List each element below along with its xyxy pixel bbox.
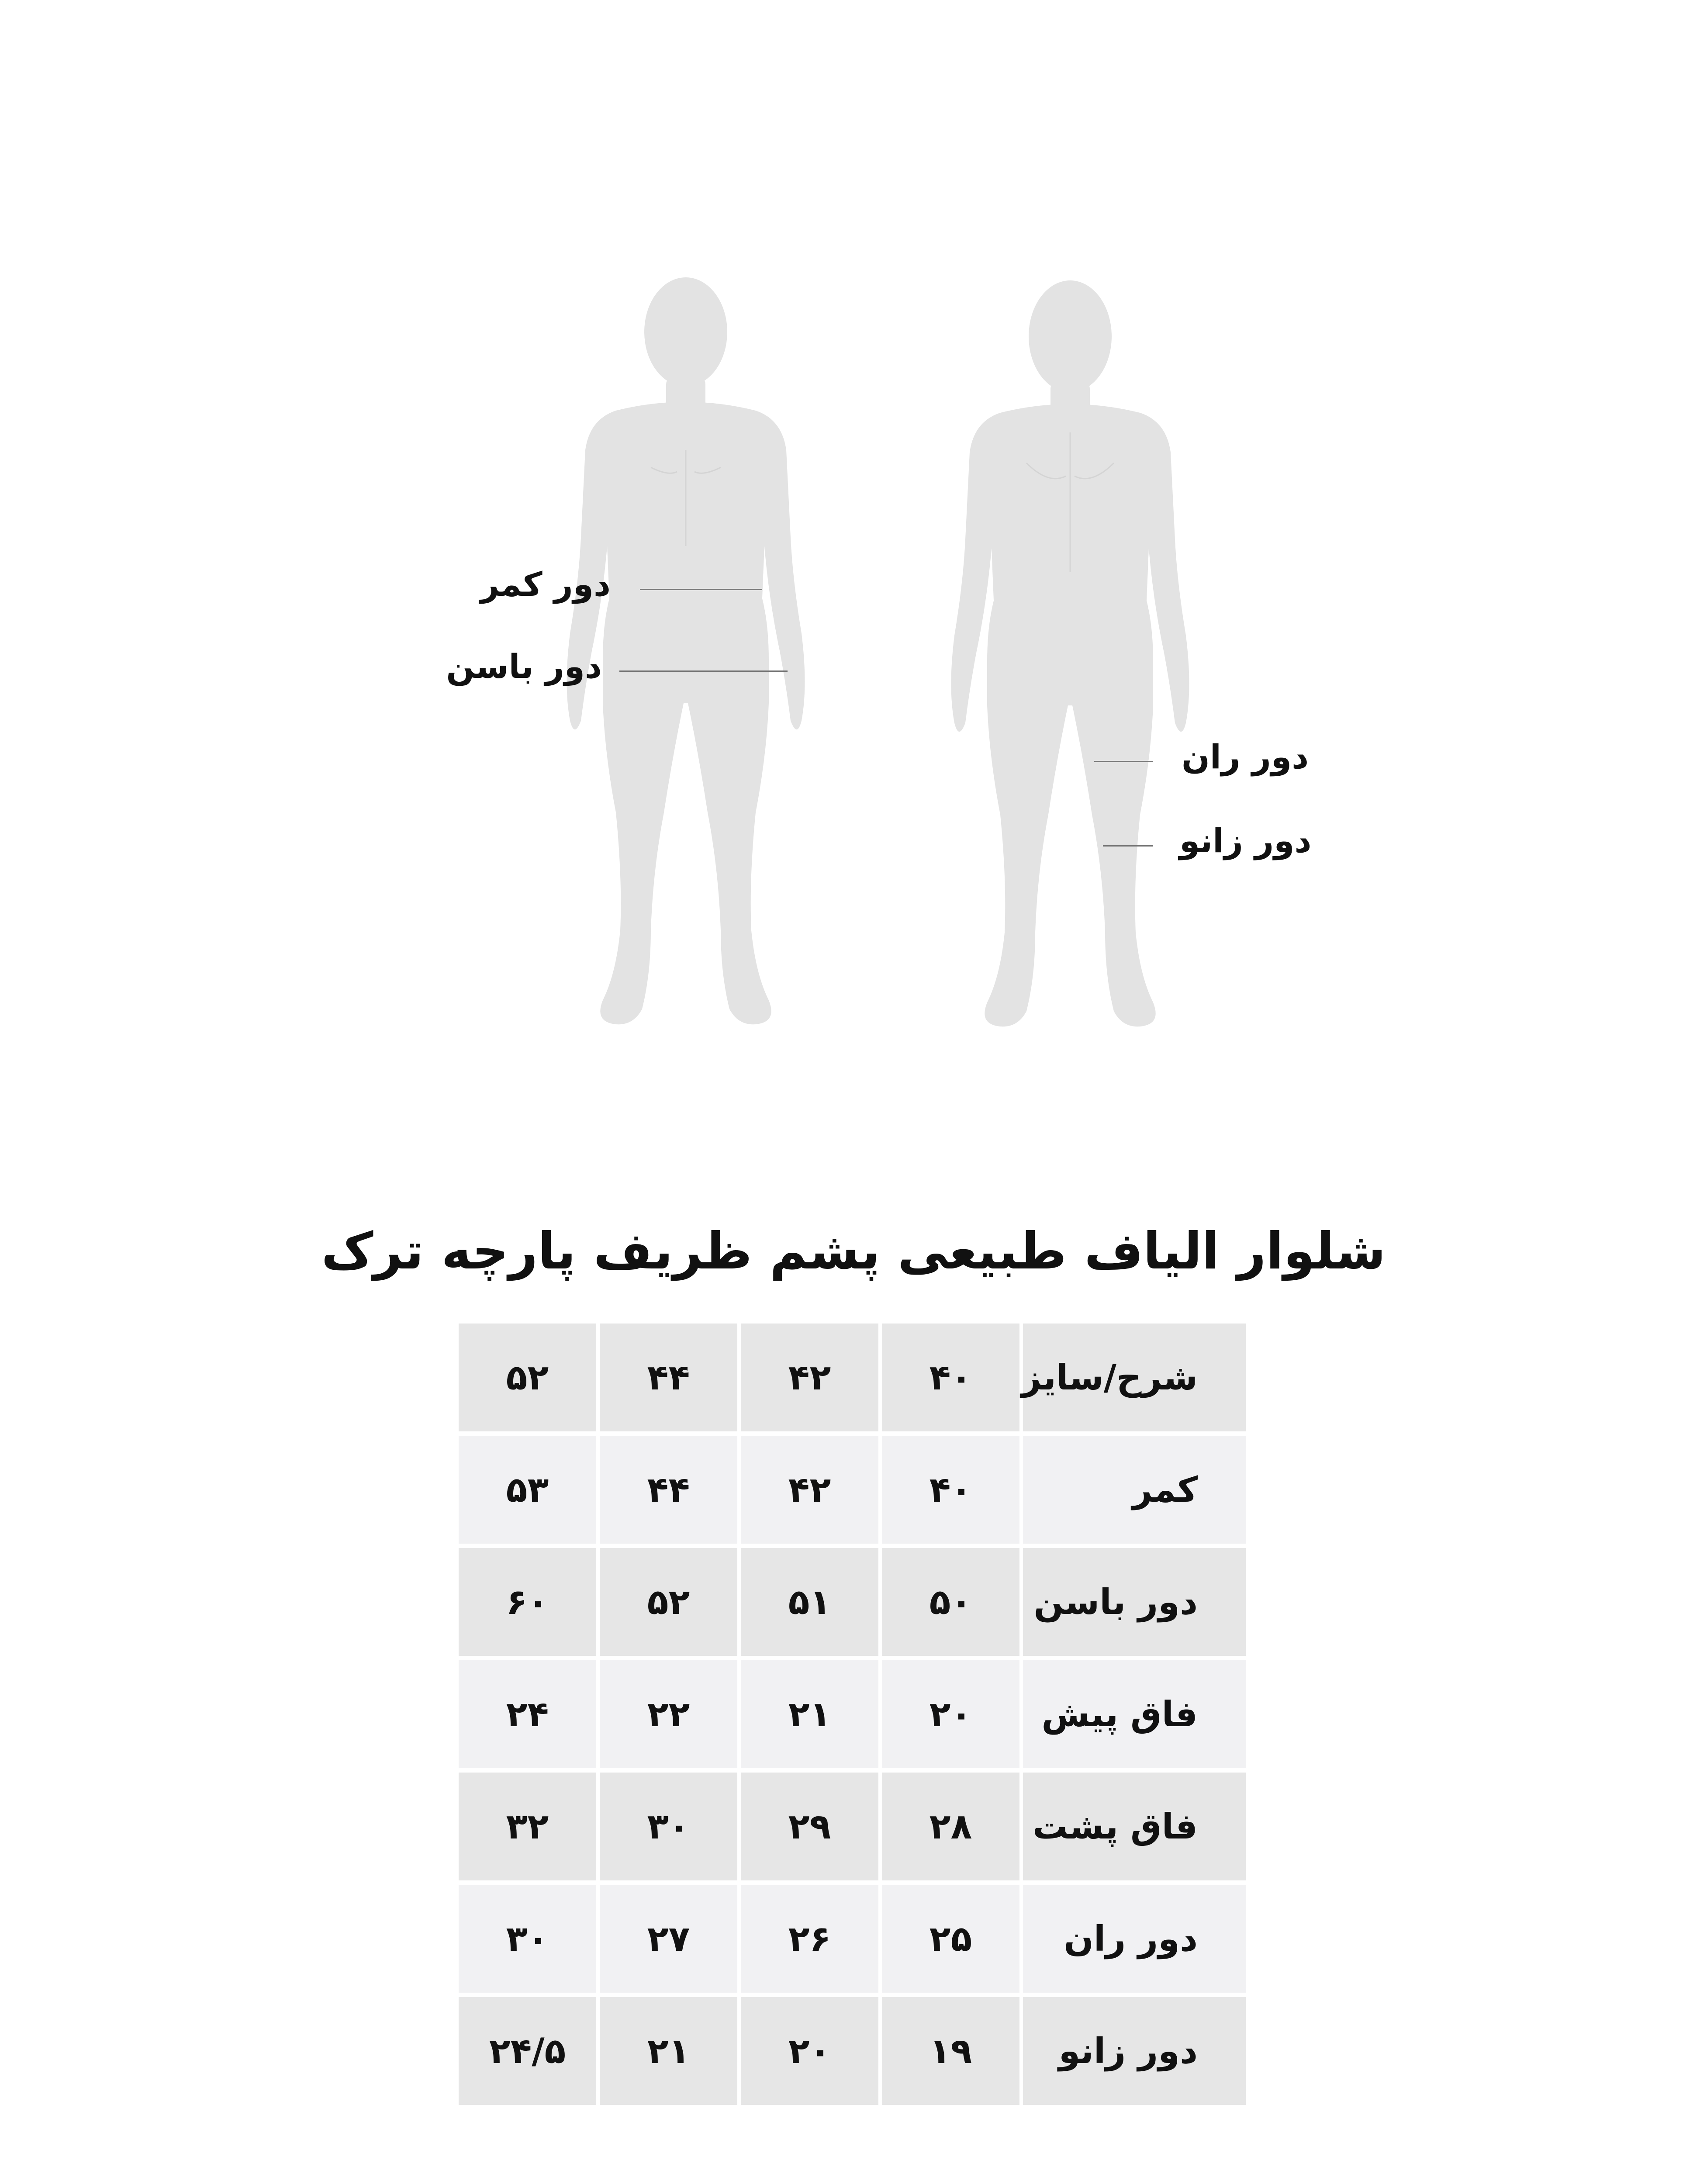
table-cell: ۱۹ — [882, 1997, 1019, 2105]
table-cell: ۵۲ — [600, 1548, 737, 1656]
table-row-label: دور باسن — [1023, 1548, 1246, 1656]
size-table-title: شلوار الیاف طبیعی پشم ظریف پارچه ترک — [321, 1222, 1386, 1281]
table-cell: ۲۹ — [741, 1773, 878, 1880]
table-row-label: دور زانو — [1023, 1997, 1246, 2105]
table-cell: ۳۲ — [459, 1773, 596, 1880]
table-cell: ۵۳ — [459, 1436, 596, 1544]
table-cell: ۲۱ — [741, 1660, 878, 1768]
table-row-label: دور ران — [1023, 1885, 1246, 1993]
table-cell: ۴۰ — [882, 1436, 1019, 1544]
table-cell: ۴۴ — [600, 1436, 737, 1544]
knee-line — [1103, 845, 1153, 847]
table-cell: ۳۰ — [600, 1773, 737, 1880]
size-table — [459, 1324, 1246, 2105]
table-cell: ۵۰ — [882, 1548, 1019, 1656]
table-row-label: فاق پیش — [1023, 1660, 1246, 1768]
body-figures — [0, 0, 1707, 1070]
table-row-label: کمر — [1023, 1436, 1246, 1544]
table-cell: ۲۸ — [882, 1773, 1019, 1880]
thigh-line — [1094, 761, 1153, 762]
waist-line — [640, 589, 762, 590]
hip-label: دور باسن — [446, 647, 602, 686]
table-header-label: شرح/سایز — [1023, 1324, 1246, 1431]
table-cell: ۲۴/۵ — [459, 1997, 596, 2105]
hip-line — [619, 670, 788, 672]
table-cell: ۶۰ — [459, 1548, 596, 1656]
table-header-cell: ۵۲ — [459, 1324, 596, 1431]
table-cell: ۳۰ — [459, 1885, 596, 1993]
table-cell: ۲۵ — [882, 1885, 1019, 1993]
table-header-cell: ۴۲ — [741, 1324, 878, 1431]
table-cell: ۲۰ — [882, 1660, 1019, 1768]
table-cell: ۲۰ — [741, 1997, 878, 2105]
table-cell: ۴۲ — [741, 1436, 878, 1544]
table-cell: ۲۱ — [600, 1997, 737, 2105]
table-header-cell: ۴۰ — [882, 1324, 1019, 1431]
table-row-label: فاق پشت — [1023, 1773, 1246, 1880]
table-cell: ۲۴ — [459, 1660, 596, 1768]
front-body-silhouette — [948, 266, 1192, 1044]
table-cell: ۲۲ — [600, 1660, 737, 1768]
thigh-label: دور ران — [1182, 737, 1309, 776]
table-header-cell: ۴۴ — [600, 1324, 737, 1431]
table-cell: ۵۱ — [741, 1548, 878, 1656]
table-cell: ۲۷ — [600, 1885, 737, 1993]
knee-label: دور زانو — [1179, 821, 1312, 860]
waist-label: دور کمر — [480, 565, 611, 604]
table-cell: ۲۶ — [741, 1885, 878, 1993]
